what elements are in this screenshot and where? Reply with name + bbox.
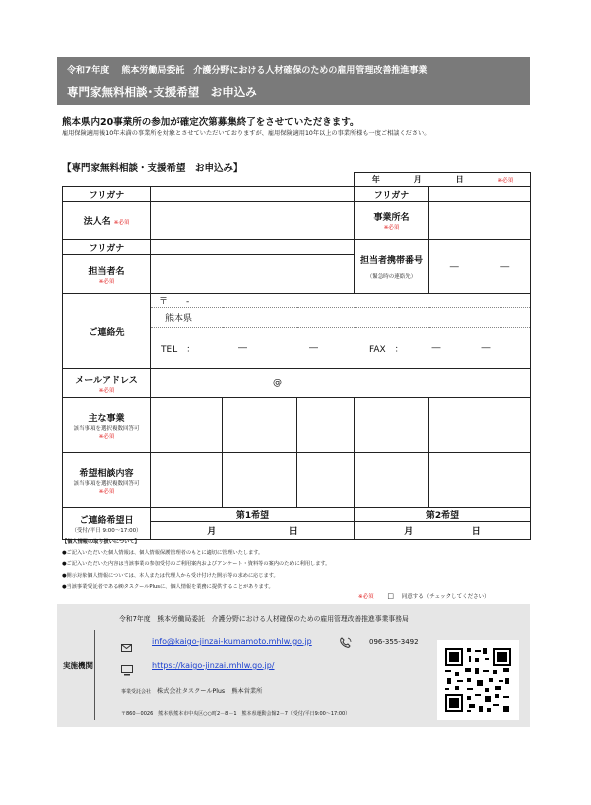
tel-fax-row xyxy=(151,328,531,369)
agree-checkbox[interactable]: □ xyxy=(387,592,394,600)
day-label: 日 xyxy=(455,175,464,184)
business-option-1[interactable] xyxy=(151,398,223,453)
website-link[interactable]: https://kaigo-jinzai.mhlw.go.jp/ xyxy=(152,661,275,670)
phone-input[interactable] xyxy=(429,240,531,294)
privacy-item: ●開示対象個人情報については、本人または代理人から受け付けた開示等の求めに応じます。 xyxy=(62,572,279,579)
required-mark: ※必須 xyxy=(497,177,514,184)
person-input[interactable] xyxy=(151,255,355,294)
day-label: 日 xyxy=(471,527,481,537)
day-label: 日 xyxy=(288,527,298,537)
business-label xyxy=(63,398,151,453)
footer-address: 〒860－0026 熊本県熊本市中央区○○町2－8－1 熊本県運動会館2－7（受付/平日9:00～17:00） xyxy=(121,711,351,717)
office-name-input[interactable] xyxy=(429,202,531,240)
agree-label: 同意する（チェックしてください） xyxy=(401,594,490,600)
corp-name-text: 法人名 xyxy=(83,217,111,227)
office-furigana-label: フリガナ xyxy=(355,187,429,202)
form-title: 【専門家無料相談・支援希望 お申込み】 xyxy=(62,163,243,174)
multi-note: 該当事項を選択複数回答可 xyxy=(73,480,140,487)
privacy-title: 【個人情報の取り扱いについて】 xyxy=(62,539,140,545)
privacy-item: ●ご記入いただいた内容は当該事業の参加受付のご利用案内およびアンケート・資料等の案内のために利用します。 xyxy=(62,561,331,568)
fax-label: FAX ： xyxy=(369,344,404,355)
computer-icon xyxy=(121,661,133,680)
contact-date-note: （受付/平日 9:00～17:00） xyxy=(71,528,142,534)
notice-main: 熊本県内20事業所の参加が確定次第募集終了をさせていただきます。 xyxy=(62,117,360,128)
office-name-label xyxy=(355,202,429,240)
required-mark: ※必須 xyxy=(98,278,115,285)
corp-name-label xyxy=(63,202,151,240)
required-mark: ※必須 xyxy=(358,594,374,600)
furigana-label: フリガナ xyxy=(63,187,151,202)
contractor-name: 株式会社タスクールPlus 熊本営業所 xyxy=(156,688,263,695)
business-option-4[interactable] xyxy=(355,398,429,453)
dash: ― xyxy=(500,261,510,272)
application-date-field[interactable] xyxy=(355,173,531,187)
business-option-3[interactable] xyxy=(297,398,355,453)
prefecture-text: 熊本県 xyxy=(165,314,193,324)
qr-code[interactable] xyxy=(437,640,519,720)
month-label: 月 xyxy=(413,175,422,184)
phone-note: （緊急時の連絡先） xyxy=(366,274,417,280)
required-mark: ※必須 xyxy=(113,220,130,226)
footer-title: 令和7年度 熊本労働局委託 介護分野における人材確保のための雇用管理改善推進事業事務局 xyxy=(119,615,409,623)
office-name-text: 事業所名 xyxy=(373,213,410,223)
contact-date-label xyxy=(63,508,151,540)
dash: ― xyxy=(481,343,491,353)
second-choice-input[interactable] xyxy=(355,522,531,540)
required-mark: ※必須 xyxy=(383,225,400,231)
footer-org-label: 実施機関 xyxy=(63,661,93,670)
required-mark: ※必須 xyxy=(98,387,115,394)
person-furigana-input[interactable] xyxy=(151,240,355,255)
privacy-item: ●当該事業受託者である㈱タスクールPlusに、個人情報を業務に提供することがあります。 xyxy=(62,583,274,590)
header-title: 専門家無料相談･支援希望 お申込み xyxy=(67,85,257,99)
footer-panel xyxy=(57,604,530,727)
month-label: 月 xyxy=(207,527,217,537)
contractor-label: 事業受託会社 xyxy=(121,689,152,695)
consult-option-4[interactable] xyxy=(355,453,429,508)
corp-furigana-input[interactable] xyxy=(151,187,355,202)
required-mark: ※必須 xyxy=(98,488,115,495)
contact-label: ご連絡先 xyxy=(63,294,151,369)
phone-number: 096-355-3492 xyxy=(369,638,419,646)
consult-label xyxy=(63,453,151,508)
privacy-item: ●ご記入いただいた個人情報は、個人情報保護管理者のもとに適切に管理いたします。 xyxy=(62,550,264,557)
application-form xyxy=(62,172,531,540)
multi-note: 該当事項を選択複数回答可 xyxy=(73,425,140,432)
phone-text: 担当者携帯番号 xyxy=(359,256,423,266)
postal-input[interactable] xyxy=(151,294,531,308)
year-label: 年 xyxy=(371,175,380,184)
header-project-line: 令和7年度 熊本労働局委託 介護分野における人材確保のための雇用管理改善推進事業 xyxy=(67,66,428,76)
header-banner xyxy=(57,57,530,105)
notice-sub: 雇用保険適用後10年未満の事業所を対象とさせていただいておりますが、雇用保険適用10年以上の事業所様も一度ご相談ください。 xyxy=(62,130,431,137)
consult-option-1[interactable] xyxy=(151,453,223,508)
email-text: メールアドレス xyxy=(75,375,138,386)
fax-input[interactable] xyxy=(411,343,511,353)
email-input[interactable] xyxy=(151,369,531,398)
business-option-2[interactable] xyxy=(223,398,297,453)
business-option-5[interactable] xyxy=(429,398,531,453)
tel-input[interactable] xyxy=(207,343,349,353)
furigana-label: フリガナ xyxy=(63,240,151,255)
qr-code-image xyxy=(437,640,519,720)
dash: ― xyxy=(238,343,247,353)
corp-name-input[interactable] xyxy=(151,202,355,240)
person-text: 担当者名 xyxy=(88,266,125,277)
postal-mark: 〒 - xyxy=(159,297,190,307)
consult-option-2[interactable] xyxy=(223,453,297,508)
first-choice-label: 第1希望 xyxy=(151,508,355,522)
at-mark: @ xyxy=(273,378,282,388)
contact-date-text: ご連絡希望日 xyxy=(79,516,134,526)
email-link[interactable]: info@kaigo-jinzai-kumamoto.mhlw.go.jp xyxy=(152,637,312,646)
address-input[interactable] xyxy=(151,308,531,328)
person-label xyxy=(63,255,151,294)
privacy-notes xyxy=(62,537,330,593)
second-choice-label: 第2希望 xyxy=(355,508,531,522)
agree-row xyxy=(358,592,490,600)
contractor-row xyxy=(121,686,262,695)
month-label: 月 xyxy=(404,527,414,537)
tel-label: TEL ： xyxy=(161,344,196,355)
footer-divider xyxy=(94,630,95,720)
consult-option-3[interactable] xyxy=(297,453,355,508)
dash: ― xyxy=(309,343,318,353)
dash: ― xyxy=(431,343,441,353)
phone-label xyxy=(355,240,429,294)
consult-text: 希望相談内容 xyxy=(79,468,134,479)
email-label xyxy=(63,369,151,398)
dash: ― xyxy=(449,261,459,272)
mail-icon xyxy=(121,637,132,656)
phone-icon xyxy=(339,634,353,653)
business-text: 主な事業 xyxy=(88,413,125,424)
consult-option-5[interactable] xyxy=(429,453,531,508)
required-mark: ※必須 xyxy=(98,433,115,440)
office-furigana-input[interactable] xyxy=(429,187,531,202)
